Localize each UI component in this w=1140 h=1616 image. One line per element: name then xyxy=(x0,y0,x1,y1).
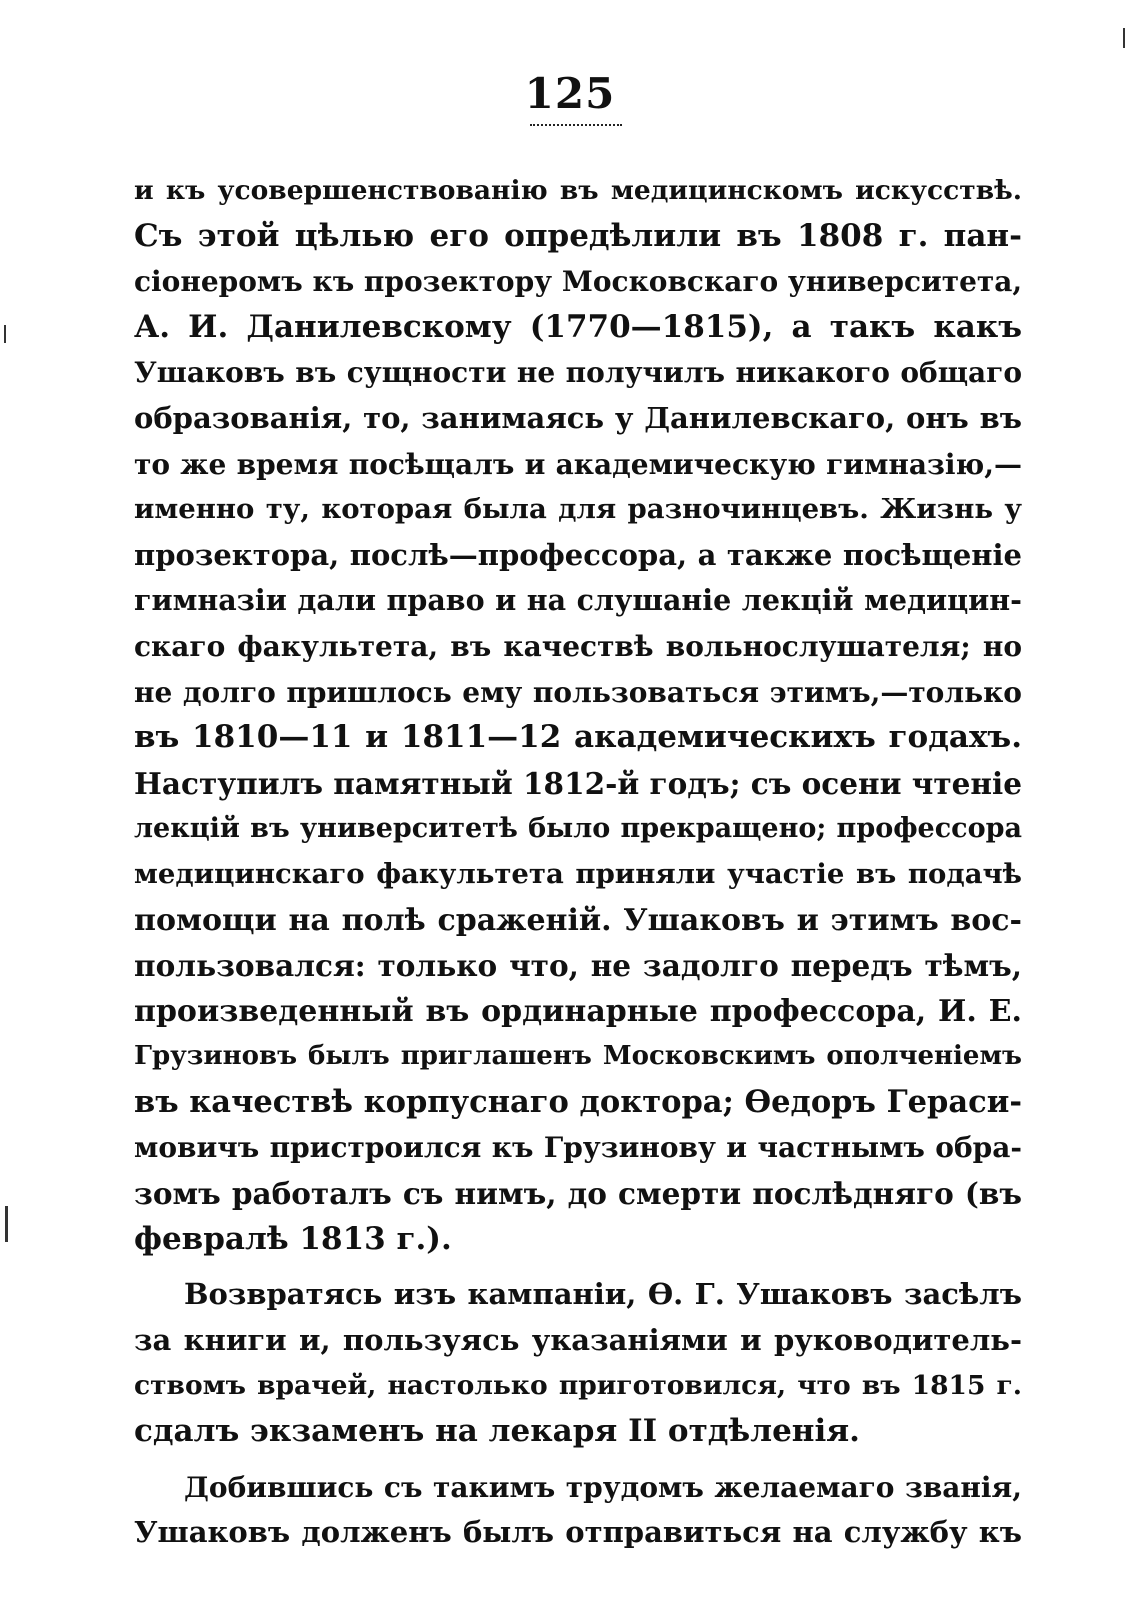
scan-margin-mark xyxy=(1123,28,1125,48)
text-line: то же время посѣщалъ и академическую гимназію,— xyxy=(134,447,1022,481)
text-line: Съ этой цѣлью его опредѣлили въ 1808 г. пан- xyxy=(134,217,1022,254)
text-line: не долго пришлось ему пользоваться этимъ,—только xyxy=(134,675,1022,709)
text-line: сіонеромъ къ прозектору Московскаго университета, xyxy=(134,265,1022,299)
text-line: медицинскаго факультета приняли участіе въ подачѣ xyxy=(134,857,1022,890)
paragraph-gap xyxy=(134,1455,1022,1465)
paragraph xyxy=(134,168,1022,1262)
text-line: именно ту, которая была для разночинцевъ. Жизнь у xyxy=(134,493,1022,526)
page-number-rule xyxy=(530,124,622,126)
text-line: за книги и, пользуясь указаніями и руководитель- xyxy=(134,1322,1022,1357)
text-line: лекцій въ университетѣ было прекращено; профессора xyxy=(134,813,1022,845)
text-line: ствомъ врачей, настолько приготовился, что въ 1815 г. xyxy=(134,1370,1022,1402)
body-text xyxy=(134,168,1022,1556)
text-line: образованія, то, занимаясь у Данилевскаго, онъ въ xyxy=(134,400,1022,435)
text-line: прозектора, послѣ—профессора, а также посѣщеніе xyxy=(134,537,1022,572)
text-line: скаго факультета, въ качествѣ вольнослушателя; но xyxy=(134,629,1022,663)
text-line: и къ усовершенствованію въ медицинскомъ искусствѣ. xyxy=(134,175,1022,206)
paragraph xyxy=(134,1465,1022,1556)
text-line: февралѣ 1813 г.). xyxy=(134,1220,452,1257)
text-line: Возвратясь изъ кампаніи, Ө. Г. Ушаковъ засѣлъ xyxy=(184,1277,1022,1312)
scan-margin-mark xyxy=(4,325,6,343)
text-line: помощи на полѣ сраженій. Ушаковъ и этимъ вос- xyxy=(134,902,1022,938)
text-line: Ушаковъ долженъ былъ отправиться на службу къ xyxy=(134,1515,1022,1550)
text-line: Ушаковъ въ сущности не получилъ никакого общаго xyxy=(134,356,1022,390)
text-line: пользовался: только что, не задолго передъ тѣмъ, xyxy=(134,948,1022,984)
scan-margin-mark xyxy=(5,1206,8,1242)
page-number: 125 xyxy=(524,69,616,118)
text-line: произведенный въ ординарные профессора, И. Е. xyxy=(134,993,1022,1029)
text-line: А. И. Данилевскому (1770—1815), а такъ какъ xyxy=(134,308,1022,345)
paragraph xyxy=(134,1272,1022,1454)
text-line: мовичъ пристроился къ Грузинову и частнымъ обра- xyxy=(134,1131,1022,1165)
text-line: сдалъ экзаменъ на лекаря II отдѣленія. xyxy=(134,1413,860,1450)
text-line: Добившись съ такимъ трудомъ желаемаго званія, xyxy=(184,1470,1022,1504)
text-line: Наступилъ памятный 1812-й годъ; съ осени чтеніе xyxy=(134,765,1022,801)
text-line: въ качествѣ корпуснаго доктора; Өедоръ Гераси- xyxy=(134,1083,1022,1120)
paragraph-gap xyxy=(134,1262,1022,1272)
text-line: Грузиновъ былъ приглашенъ Московскимъ ополченіемъ xyxy=(134,1041,1022,1072)
text-line: гимназіи дали право и на слушаніе лекцій медицин- xyxy=(134,583,1022,618)
text-line: въ 1810—11 и 1811—12 академическихъ годахъ. xyxy=(134,719,1022,756)
text-line: зомъ работалъ съ нимъ, до смерти послѣдняго (въ xyxy=(134,1176,1022,1212)
